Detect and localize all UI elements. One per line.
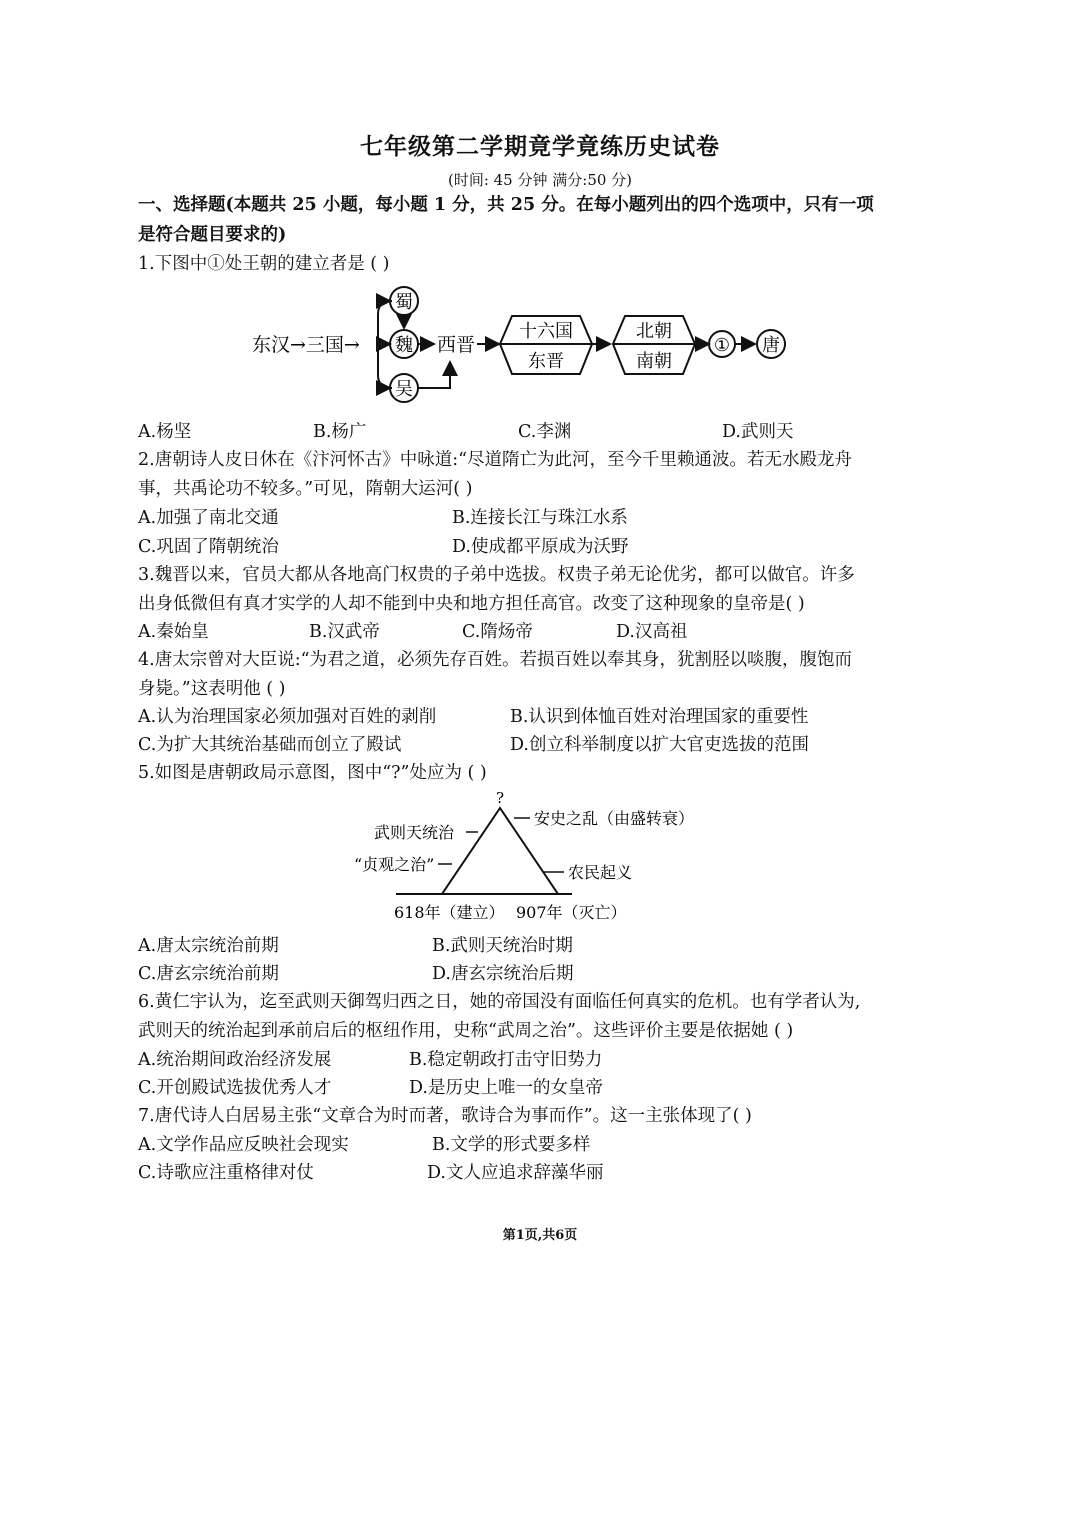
q5-question-mark: ? bbox=[495, 789, 505, 807]
q5-founded: 618年（建立） bbox=[394, 903, 505, 922]
q1-option-c: C.李渊 bbox=[518, 422, 572, 442]
q2-stem-line2: 事，共禹论功不较多。”可见，隋朝大运河( ) bbox=[138, 479, 473, 499]
q4-option-c: C.为扩大其统治基础而创立了殿试 bbox=[138, 735, 402, 755]
q7-option-a: A.文学作品应反映社会现实 bbox=[138, 1135, 349, 1155]
q3-option-c: C.隋炀帝 bbox=[462, 622, 533, 642]
section-heading-line1: 一、选择题(本题共 25 小题，每小题 1 分，共 25 分。在每小题列出的四个选项中，只有一项 bbox=[138, 195, 874, 215]
q7-option-d: D.文人应追求辞藻华丽 bbox=[427, 1163, 604, 1183]
q1-wei-text: 魏 bbox=[395, 335, 413, 356]
q5-fallen: 907年（灭亡） bbox=[516, 903, 627, 922]
q1-wu-text: 吴 bbox=[395, 379, 413, 400]
q1-diagram-east-han-three: 东汉→三国→ bbox=[252, 334, 360, 356]
q5-option-a: A.唐太宗统治前期 bbox=[138, 936, 279, 956]
q1-south-dynasty: 南朝 bbox=[636, 351, 672, 372]
q5-stem: 5.如图是唐朝政局示意图，图中“?”处应为 ( ) bbox=[138, 763, 487, 783]
q6-option-d: D.是历史上唯一的女皇帝 bbox=[409, 1078, 603, 1098]
q5-option-b: B.武则天统治时期 bbox=[432, 936, 573, 956]
q5-peasant-uprising: 农民起义 bbox=[568, 863, 633, 882]
q4-stem-line2: 身毙。”这表明他 ( ) bbox=[138, 679, 286, 699]
q7-option-c: C.诗歌应注重格律对仗 bbox=[138, 1163, 314, 1183]
q2-option-d: D.使成都平原成为沃野 bbox=[452, 537, 629, 557]
q1-west-jin: 西晋 bbox=[437, 334, 476, 356]
q6-option-b: B.稳定朝政打击守旧势力 bbox=[409, 1050, 603, 1070]
q6-option-c: C.开创殿试选拔优秀人才 bbox=[138, 1078, 332, 1098]
page-footer: 第1页,共6页 bbox=[502, 1228, 578, 1243]
q5-anshi-rebellion: 安史之乱（由盛转衰） bbox=[534, 809, 695, 828]
q2-stem-line1: 2.唐朝诗人皮日休在《汴河怀古》中咏道:“尽道隋亡为此河，至今千里赖通波。若无水殿龙舟 bbox=[138, 450, 853, 470]
q2-option-b: B.连接长江与珠江水系 bbox=[452, 508, 628, 528]
q3-stem-line1: 3.魏晋以来，官员大都从各地高门权贵的子弟中选拔。权贵子弟无论优劣，都可以做官。许多 bbox=[138, 565, 855, 585]
q1-option-a: A.杨坚 bbox=[138, 422, 192, 442]
q1-dynasty-diagram bbox=[240, 282, 800, 408]
q6-option-a: A.统治期间政治经济发展 bbox=[138, 1050, 332, 1070]
q5-option-d: D.唐玄宗统治后期 bbox=[432, 964, 574, 984]
q4-option-a: A.认为治理国家必须加强对百姓的剥削 bbox=[138, 707, 437, 727]
q1-option-b: B.杨广 bbox=[313, 422, 367, 442]
q1-north-dynasty: 北朝 bbox=[636, 321, 672, 342]
q1-unknown-dynasty: ① bbox=[713, 335, 731, 356]
q3-option-b: B.汉武帝 bbox=[309, 622, 380, 642]
q7-stem: 7.唐代诗人白居易主张“文章合为时而著，歌诗合为事而作”。这一主张体现了( ) bbox=[138, 1106, 752, 1126]
q2-option-c: C.巩固了隋朝统治 bbox=[138, 537, 279, 557]
q3-option-a: A.秦始皇 bbox=[138, 622, 209, 642]
q3-stem-line2: 出身低微但有真才实学的人却不能到中央和地方担任高官。改变了这种现象的皇帝是( ) bbox=[138, 594, 805, 614]
q1-tang: 唐 bbox=[762, 335, 780, 356]
q4-stem-line1: 4.唐太宗曾对大臣说:“为君之道，必须先存百姓。若损百姓以奉其身，犹割胫以啖腹，腹饱而 bbox=[138, 650, 853, 670]
exam-title: 七年级第二学期竟学竟练历史试卷 bbox=[360, 133, 720, 160]
q3-option-d: D.汉高祖 bbox=[616, 622, 688, 642]
q5-wu-zetian: 武则天统治 bbox=[374, 823, 455, 842]
q6-stem-line2: 武则天的统治起到承前启后的枢纽作用，史称“武周之治”。这些评价主要是依据她 ( ) bbox=[138, 1021, 794, 1041]
section-heading-line2: 是符合题目要求的) bbox=[138, 225, 287, 245]
q1-sixteen-kingdoms: 十六国 bbox=[519, 321, 573, 342]
q6-stem-line1: 6.黄仁宇认为，迄至武则天御驾归西之日，她的帝国没有面临任何真实的危机。也有学者认为, bbox=[138, 992, 861, 1012]
q1-east-jin: 东晋 bbox=[528, 351, 564, 372]
q4-option-b: B.认识到体恤百姓对治理国家的重要性 bbox=[510, 707, 809, 727]
q2-option-a: A.加强了南北交通 bbox=[138, 508, 279, 528]
q1-option-d: D.武则天 bbox=[722, 422, 794, 442]
q1-shu-text: 蜀 bbox=[395, 292, 413, 313]
q4-option-d: D.创立科举制度以扩大官吏选拔的范围 bbox=[510, 735, 809, 755]
q5-zhenguan: “贞观之治” bbox=[354, 855, 435, 874]
exam-subtitle: (时间: 45 分钟 满分:50 分) bbox=[447, 171, 633, 189]
q5-tang-politics-diagram bbox=[350, 786, 710, 928]
q7-option-b: B.文学的形式要多样 bbox=[432, 1135, 591, 1155]
q1-stem: 1.下图中①处王朝的建立者是 ( ) bbox=[138, 254, 390, 274]
q5-option-c: C.唐玄宗统治前期 bbox=[138, 964, 279, 984]
